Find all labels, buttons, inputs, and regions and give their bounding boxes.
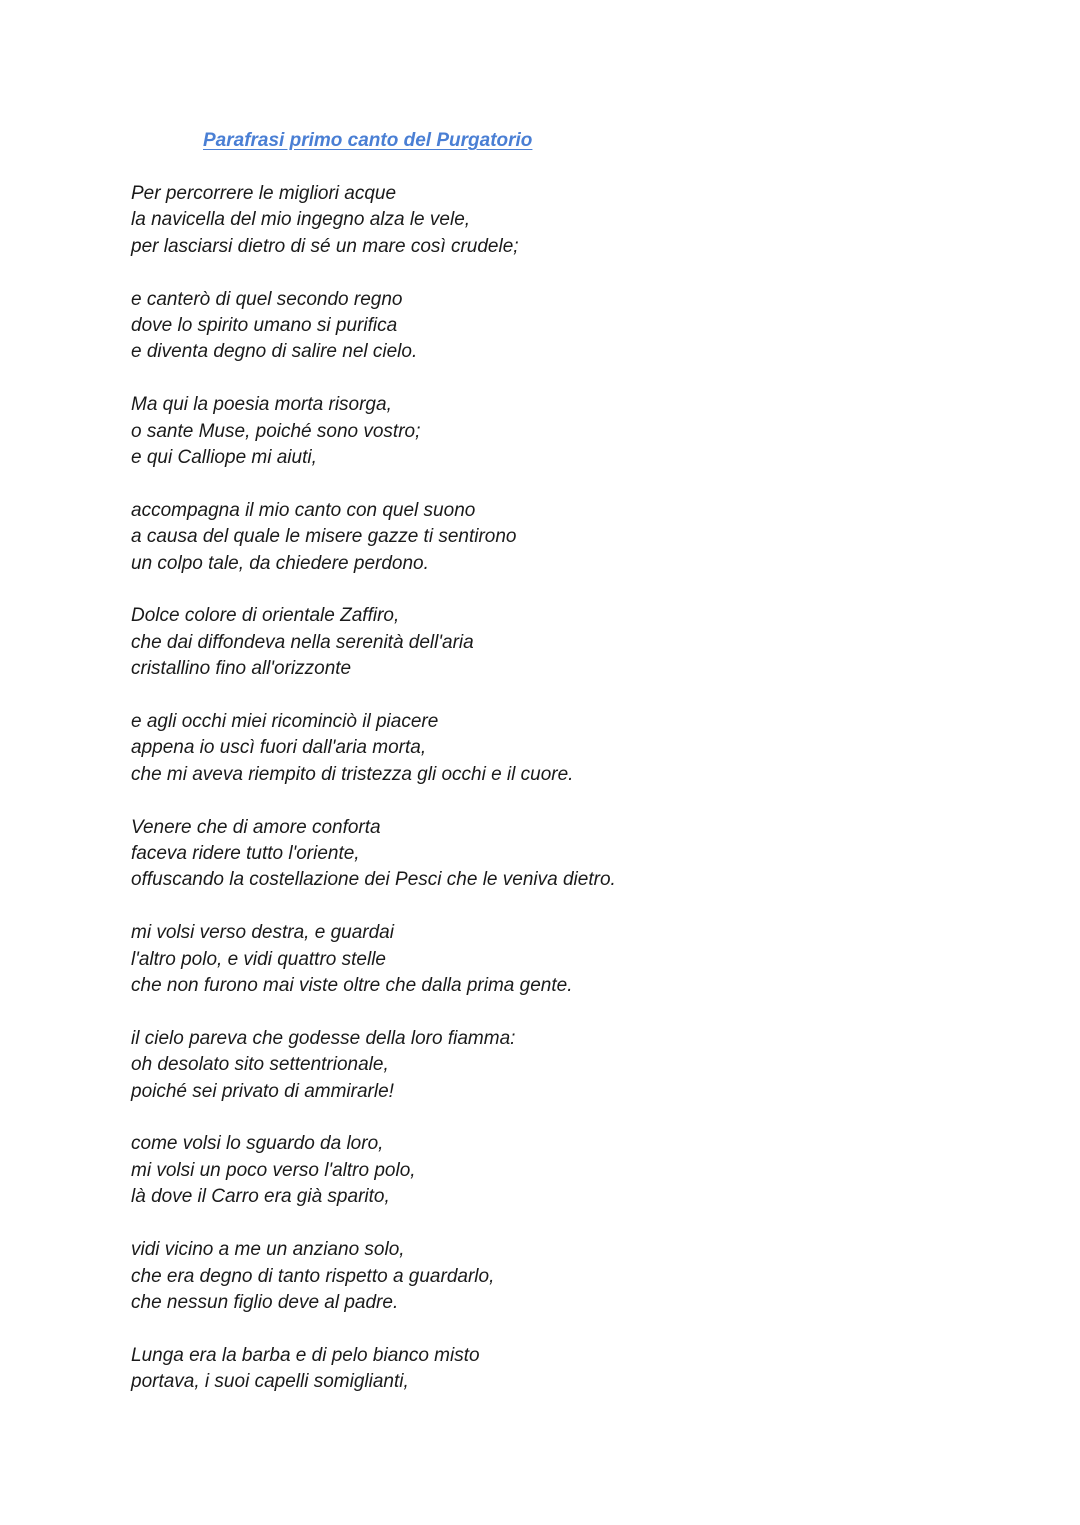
poem-line: Lunga era la barba e di pelo bianco misto: [131, 1344, 480, 1366]
poem-line: portava, i suoi capelli somiglianti,: [131, 1371, 409, 1393]
poem-line: e qui Calliope mi aiuti,: [131, 447, 317, 469]
poem-line: e agli occhi miei ricominciò il piacere: [131, 711, 439, 733]
poem-line: faceva ridere tutto l'oriente,: [131, 843, 360, 865]
stanza: [131, 498, 616, 577]
stanza: [131, 287, 616, 366]
poem-line: accompagna il mio canto con quel suono: [131, 499, 476, 521]
poem-line: e canterò di quel secondo regno: [131, 288, 403, 310]
poem-line: Per percorrere le migliori acque: [131, 183, 397, 204]
stanza: [131, 815, 616, 894]
poem-line: dove lo spirito umano si purifica: [131, 315, 398, 337]
poem-body: [131, 181, 616, 1422]
stanza: [131, 392, 616, 471]
poem-line: Venere che di amore conforta: [131, 816, 381, 838]
poem-line: vidi vicino a me un anziano solo,: [131, 1239, 405, 1261]
poem-line: e diventa degno di salire nel cielo.: [131, 341, 418, 363]
poem-line: come volsi lo sguardo da loro,: [131, 1133, 384, 1155]
poem-line: che dai diffondeva nella serenità dell'aria: [131, 631, 474, 653]
poem-line: il cielo pareva che godesse della loro fiamma:: [131, 1027, 516, 1049]
poem-line: a causa del quale le misere gazze ti sentirono: [131, 526, 517, 548]
stanza: [131, 709, 616, 788]
poem-line: un colpo tale, da chiedere perdono.: [131, 552, 429, 574]
poem-line: per lasciarsi dietro di sé un mare così crudele;: [131, 235, 519, 257]
poem-line: oh desolato sito settentrionale,: [131, 1054, 389, 1076]
poem-line: che non furono mai viste oltre che dalla prima gente.: [131, 975, 573, 997]
stanza: [131, 603, 616, 682]
poem-line: la navicella del mio ingegno alza le vele,: [131, 209, 471, 231]
poem-line: Dolce colore di orientale Zaffiro,: [131, 605, 400, 627]
poem-line: là dove il Carro era già sparito,: [131, 1186, 390, 1208]
stanza: [131, 1237, 616, 1316]
poem-line: Ma qui la poesia morta risorga,: [131, 394, 392, 416]
document-title: Parafrasi primo canto del Purgatorio: [203, 130, 533, 151]
poem-line: che era degno di tanto rispetto a guardarlo,: [131, 1265, 495, 1287]
poem-line: o sante Muse, poiché sono vostro;: [131, 420, 421, 442]
poem-line: cristallino fino all'orizzonte: [131, 658, 352, 680]
poem-line: offuscando la costellazione dei Pesci che le veniva dietro.: [131, 869, 616, 891]
stanza: [131, 920, 616, 999]
stanza: [131, 1131, 616, 1210]
poem-line: l'altro polo, e vidi quattro stelle: [131, 948, 386, 970]
poem-line: che nessun figlio deve al padre.: [131, 1291, 399, 1313]
stanza: [131, 1026, 616, 1105]
poem-line: appena io uscì fuori dall'aria morta,: [131, 737, 427, 759]
poem-line: che mi aveva riempito di tristezza gli occhi e il cuore.: [131, 763, 574, 785]
poem-line: mi volsi un poco verso l'altro polo,: [131, 1159, 416, 1181]
poem-line: poiché sei privato di ammirarle!: [131, 1080, 394, 1102]
stanza: [131, 1343, 616, 1396]
poem-line: mi volsi verso destra, e guardai: [131, 922, 394, 944]
stanza: [131, 181, 616, 260]
